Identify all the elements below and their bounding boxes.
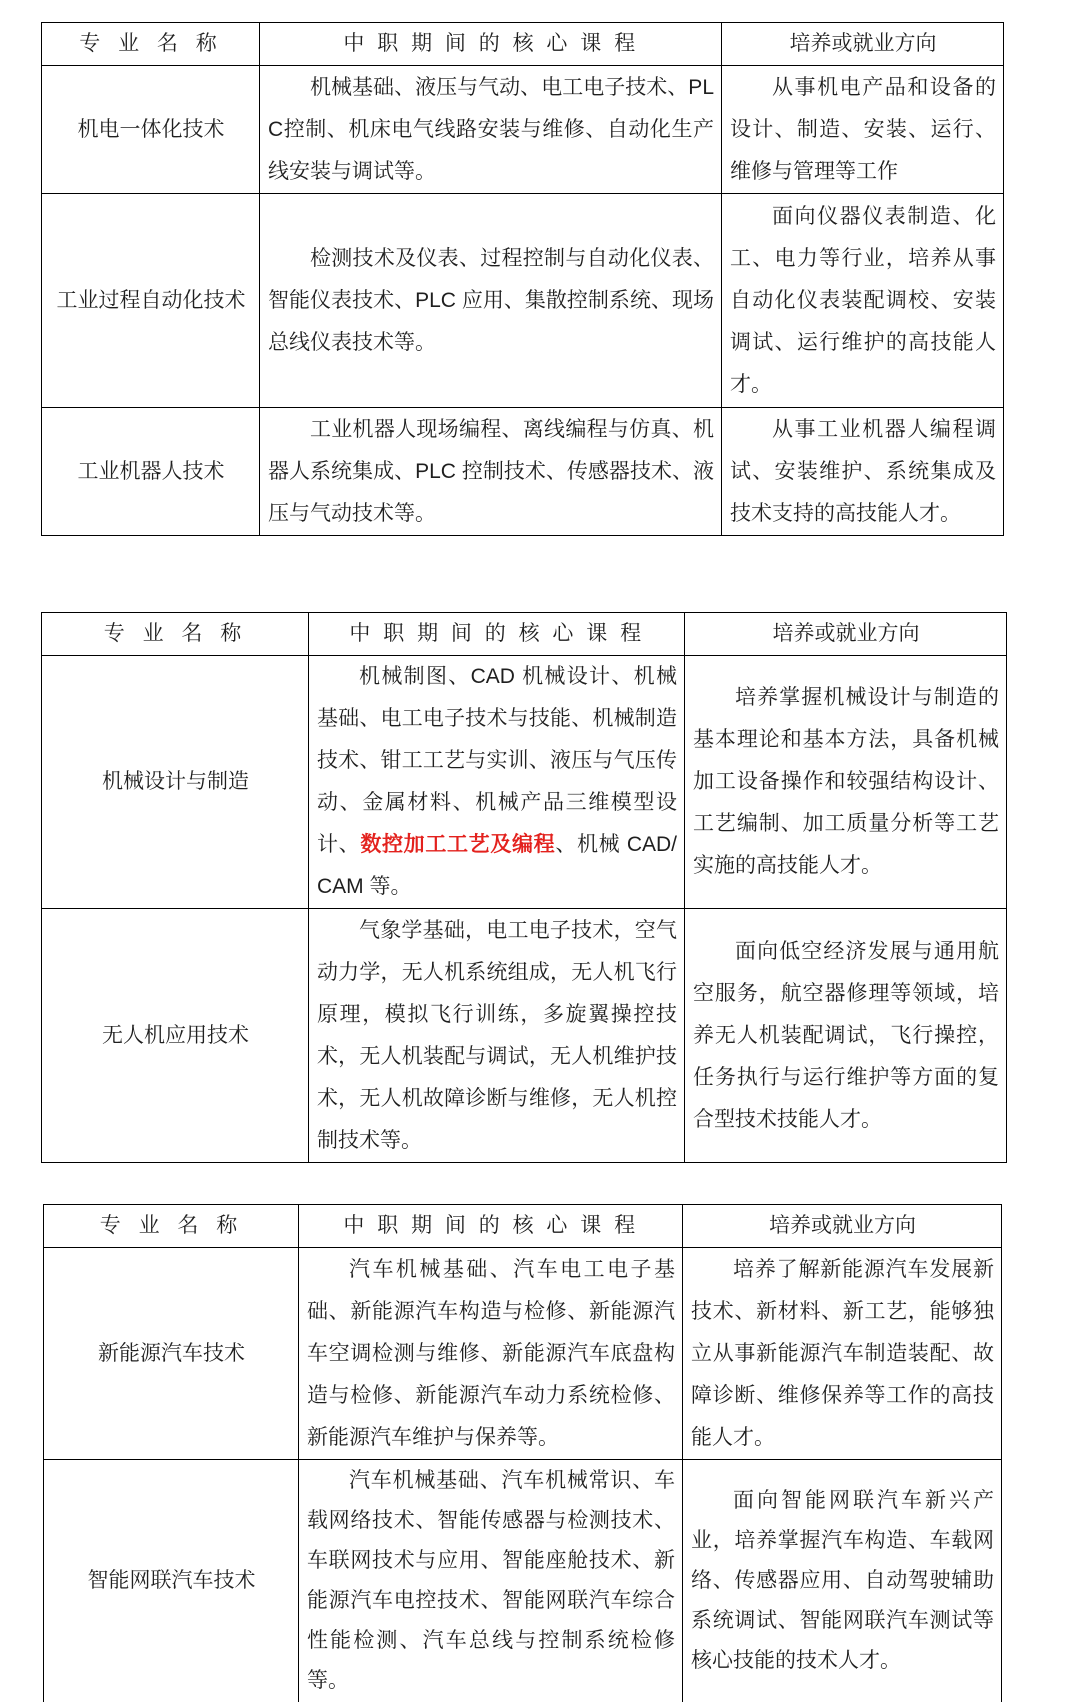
career-direction-cell: 面向仪器仪表制造、化工、电力等行业，培养从事自动化仪表装配调校、安装调试、运行维护的高技能人才。 <box>722 194 1004 408</box>
career-direction-cell: 培养了解新能源汽车发展新技术、新材料、新工艺，能够独立从事新能源汽车制造装配、故障诊断、维修保养等工作的高技能人才。 <box>683 1248 1002 1460</box>
major-name-cell: 工业机器人技术 <box>42 408 260 536</box>
core-courses-cell: 机械基础、液压与气动、电工电子技术、PLC控制、机床电气线路安装与维修、自动化生产线安装与调试等。 <box>260 66 722 194</box>
career-direction-cell: 面向低空经济发展与通用航空服务，航空器修理等领域，培养无人机装配调试，飞行操控，任务执行与运行维护等方面的复合型技术技能人才。 <box>685 909 1007 1163</box>
table-header-row <box>42 23 1004 66</box>
major-name-cell: 机电一体化技术 <box>42 66 260 194</box>
core-courses-cell <box>309 656 685 909</box>
core-courses-cell: 检测技术及仪表、过程控制与自动化仪表、智能仪表技术、PLC 应用、集散控制系统、现场总线仪表技术等。 <box>260 194 722 408</box>
header-major: 专 业 名 称 <box>44 1205 299 1248</box>
header-career-direction: 培养或就业方向 <box>683 1205 1002 1248</box>
core-courses-cell: 汽车机械基础、汽车电工电子基础、新能源汽车构造与检修、新能源汽车空调检测与维修、新能源汽车底盘构造与检修、新能源汽车动力系统检修、新能源汽车维护与保养等。 <box>299 1248 683 1460</box>
header-career-direction: 培养或就业方向 <box>722 23 1004 66</box>
header-major: 专 业 名 称 <box>42 613 309 656</box>
table-header-row <box>42 613 1007 656</box>
table-row <box>42 194 1004 408</box>
career-direction-cell: 面向智能网联汽车新兴产业，培养掌握汽车构造、车载网络、传感器应用、自动驾驶辅助系统调试、智能网联汽车测试等核心技能的技术人才。 <box>683 1460 1002 1702</box>
major-name-cell: 智能网联汽车技术 <box>44 1460 299 1702</box>
table-row <box>42 408 1004 536</box>
career-direction-cell: 从事机电产品和设备的设计、制造、安装、运行、维修与管理等工作 <box>722 66 1004 194</box>
core-courses-cell: 工业机器人现场编程、离线编程与仿真、机器人系统集成、PLC 控制技术、传感器技术、液压与气动技术等。 <box>260 408 722 536</box>
table-row <box>44 1460 1002 1702</box>
major-name-cell: 无人机应用技术 <box>42 909 309 1163</box>
header-core-courses: 中 职 期 间 的 核 心 课 程 <box>309 613 685 656</box>
table-row <box>42 656 1007 909</box>
major-name-cell: 工业过程自动化技术 <box>42 194 260 408</box>
table-row <box>42 66 1004 194</box>
majors-table-2 <box>41 612 1007 1163</box>
header-core-courses: 中 职 期 间 的 核 心 课 程 <box>299 1205 683 1248</box>
header-major: 专 业 名 称 <box>42 23 260 66</box>
highlighted-course: 数控加工工艺及编程 <box>360 833 556 856</box>
core-courses-cell: 汽车机械基础、汽车机械常识、车载网络技术、智能传感器与检测技术、车联网技术与应用、智能座舱技术、新能源汽车电控技术、智能网联汽车综合性能检测、汽车总线与控制系统检修等。 <box>299 1460 683 1702</box>
core-courses-cell: 气象学基础，电工电子技术，空气动力学，无人机系统组成，无人机飞行原理，模拟飞行训练，多旋翼操控技术，无人机装配与调试，无人机维护技术，无人机故障诊断与维修，无人机控制技术等。 <box>309 909 685 1163</box>
career-direction-cell: 从事工业机器人编程调试、安装维护、系统集成及技术支持的高技能人才。 <box>722 408 1004 536</box>
majors-table-1 <box>41 22 1004 536</box>
table-row <box>44 1248 1002 1460</box>
core-courses-text: 机械制图、CAD 机械设计、机械基础、电工电子技术与技能、机械制造技术、钳工工艺与实训、液压与气压传动、金属材料、机械产品三维模型设计、 <box>317 665 677 856</box>
header-career-direction: 培养或就业方向 <box>685 613 1007 656</box>
majors-table-3 <box>43 1204 1002 1702</box>
header-core-courses: 中 职 期 间 的 核 心 课 程 <box>260 23 722 66</box>
career-direction-cell: 培养掌握机械设计与制造的基本理论和基本方法，具备机械加工设备操作和较强结构设计、工艺编制、加工质量分析等工艺实施的高技能人才。 <box>685 656 1007 909</box>
major-name-cell: 新能源汽车技术 <box>44 1248 299 1460</box>
major-name-cell: 机械设计与制造 <box>42 656 309 909</box>
table-header-row <box>44 1205 1002 1248</box>
core-courses-text-end: 、机械 CAD/CAM 等。 <box>317 833 678 898</box>
table-row <box>42 909 1007 1163</box>
